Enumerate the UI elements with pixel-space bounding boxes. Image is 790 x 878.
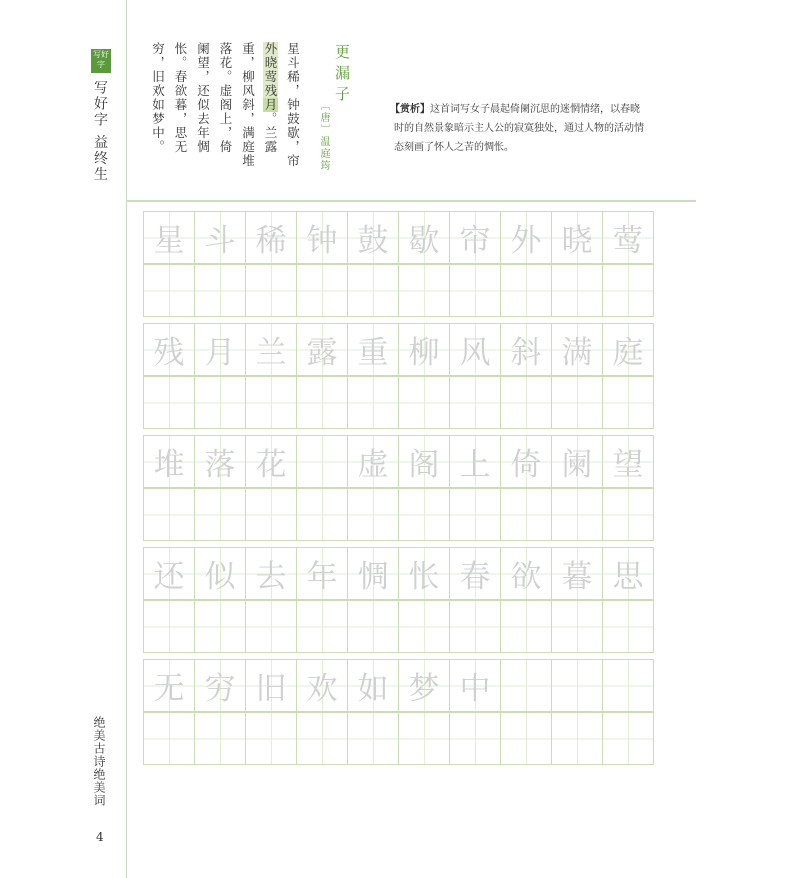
practice-cell: [398, 488, 450, 541]
practice-cell: [347, 712, 399, 765]
practice-cell: [551, 211, 603, 264]
trace-row: [144, 212, 666, 265]
trace-character: 堆: [153, 447, 185, 483]
trace-character: 上: [459, 447, 491, 483]
practice-cell: [143, 659, 195, 712]
practice-cell: [500, 488, 552, 541]
practice-cell: [551, 547, 603, 600]
trace-character: 稀: [255, 223, 287, 259]
practice-cell: [296, 264, 348, 317]
practice-cell: [347, 488, 399, 541]
practice-cell: [194, 659, 246, 712]
practice-cell: [347, 547, 399, 600]
practice-cell: [245, 435, 297, 488]
practice-cell: [551, 600, 603, 653]
practice-cell: [551, 264, 603, 317]
commentary-label: 【赏析】: [390, 104, 430, 115]
practice-cell: [245, 488, 297, 541]
practice-cell: [449, 323, 501, 376]
practice-cell: [602, 435, 654, 488]
practice-cell: [296, 488, 348, 541]
practice-cell: [398, 435, 450, 488]
practice-cell: [449, 488, 501, 541]
practice-cell: [398, 600, 450, 653]
poem-line: 穷，旧欢如梦中。: [150, 42, 166, 154]
practice-cell: [347, 659, 399, 712]
practice-cell: [500, 600, 552, 653]
practice-cell: [347, 600, 399, 653]
trace-character: 星: [153, 223, 185, 259]
blank-row: [144, 601, 666, 654]
trace-character: 阁: [408, 447, 440, 483]
trace-character: 似: [204, 559, 236, 595]
trace-character: 还: [153, 559, 185, 595]
poem-line: 星斗稀，钟鼓歇，帘: [285, 42, 301, 168]
series-logo: 写好字: [91, 49, 111, 73]
practice-cell: [602, 376, 654, 429]
trace-character: 柳: [408, 335, 440, 371]
poem-line: 重，柳风斜，满庭堆: [240, 42, 256, 168]
practice-cell: [143, 488, 195, 541]
trace-character: 钟: [306, 223, 338, 259]
practice-cell: [143, 323, 195, 376]
practice-cell: [143, 600, 195, 653]
practice-cell: [500, 659, 552, 712]
practice-cell: [245, 376, 297, 429]
practice-cell: [602, 600, 654, 653]
practice-cell: [449, 547, 501, 600]
practice-cell: [602, 712, 654, 765]
practice-cell: [398, 211, 450, 264]
trace-character: 月: [204, 335, 236, 371]
trace-character: 怅: [408, 559, 440, 595]
blank-row: [144, 377, 666, 430]
practice-cell: [194, 547, 246, 600]
trace-character: 重: [357, 335, 389, 371]
practice-cell: [245, 323, 297, 376]
trace-character: 年: [306, 559, 338, 595]
trace-character: 花: [255, 447, 287, 483]
trace-character: 帘: [459, 223, 491, 259]
poem-author: 〔唐〕温庭筠: [318, 100, 329, 172]
practice-cell: [398, 659, 450, 712]
practice-cell: [245, 712, 297, 765]
practice-cell: [143, 547, 195, 600]
practice-cell: [194, 211, 246, 264]
practice-cell: [500, 211, 552, 264]
blank-row: [144, 489, 666, 542]
trace-character: 梦: [408, 671, 440, 707]
practice-cell: [398, 323, 450, 376]
practice-cell: [194, 712, 246, 765]
practice-cell: [296, 376, 348, 429]
practice-cell: [551, 323, 603, 376]
practice-cell: [194, 264, 246, 317]
practice-cell: [347, 435, 399, 488]
practice-cell: [449, 435, 501, 488]
practice-cell: [551, 488, 603, 541]
practice-cell: [500, 376, 552, 429]
trace-character: 思: [612, 559, 644, 595]
practice-cell: [245, 600, 297, 653]
poem-line: 阑望，还似去年惆: [195, 42, 211, 154]
practice-cell: [296, 600, 348, 653]
trace-character: 欢: [306, 671, 338, 707]
poem-line: 怅。春欲暮，思无: [173, 42, 188, 154]
practice-cell: [551, 659, 603, 712]
trace-character: 鼓: [357, 223, 389, 259]
commentary-text: 这首词写女子晨起倚阑沉思的迷惘情绪，以春晓时的自然景象暗示主人公的寂寞独处，通过人物的活动情态刻画了怀人之苦的惆怅。: [394, 104, 644, 153]
poem-title: 更漏子: [333, 44, 351, 107]
trace-character: 风: [459, 335, 491, 371]
practice-cell: [602, 323, 654, 376]
practice-cell: [551, 376, 603, 429]
margin-divider: [126, 0, 127, 878]
practice-cell: [398, 376, 450, 429]
trace-character: 落: [204, 447, 236, 483]
trace-character: 外: [510, 223, 542, 259]
practice-cell: [347, 376, 399, 429]
trace-character: 兰: [255, 335, 287, 371]
practice-cell: [347, 264, 399, 317]
practice-cell: [194, 376, 246, 429]
practice-cell: [500, 712, 552, 765]
trace-character: 如: [357, 671, 389, 707]
trace-character: 斗: [204, 223, 236, 259]
practice-cell: [245, 211, 297, 264]
practice-cell: [296, 712, 348, 765]
trace-row: [144, 324, 666, 377]
trace-character: 无: [153, 671, 185, 707]
trace-character: 露: [306, 335, 338, 371]
practice-cell: [194, 600, 246, 653]
practice-cell: [449, 659, 501, 712]
practice-cell: [398, 264, 450, 317]
practice-cell: [296, 211, 348, 264]
trace-character: 虚: [357, 447, 389, 483]
series-title: 写好字 益终生: [92, 80, 108, 183]
practice-cell: [398, 712, 450, 765]
commentary: [390, 100, 644, 157]
trace-character: 满: [561, 335, 593, 371]
trace-character: 庭: [612, 335, 644, 371]
trace-character: 残: [153, 335, 185, 371]
row-gap: [144, 766, 666, 772]
trace-character: 去: [255, 559, 287, 595]
practice-cell: [449, 376, 501, 429]
practice-cell: [602, 547, 654, 600]
practice-cell: [449, 712, 501, 765]
trace-character: 穷: [204, 671, 236, 707]
poem-text: [146, 42, 304, 202]
poem-line-highlighted: 外晓莺残月。兰露: [263, 42, 278, 154]
practice-cell: [143, 264, 195, 317]
practice-cell: [296, 435, 348, 488]
practice-cell: [245, 659, 297, 712]
practice-cell: [143, 211, 195, 264]
practice-cell: [347, 211, 399, 264]
practice-cell: [449, 600, 501, 653]
practice-cell: [602, 659, 654, 712]
practice-cell: [194, 435, 246, 488]
practice-grid: [144, 212, 666, 772]
trace-character: 欲: [510, 559, 542, 595]
poem-line: 落花。虚阁上，倚: [218, 42, 233, 154]
practice-cell: [194, 488, 246, 541]
trace-character: 斜: [510, 335, 542, 371]
practice-cell: [500, 547, 552, 600]
trace-character: 惆: [357, 559, 389, 595]
trace-character: 旧: [255, 671, 287, 707]
practice-cell: [551, 435, 603, 488]
practice-cell: [194, 323, 246, 376]
practice-cell: [602, 211, 654, 264]
practice-cell: [602, 488, 654, 541]
blank-row: [144, 713, 666, 766]
page-number: 4: [96, 830, 104, 844]
trace-character: 春: [459, 559, 491, 595]
practice-cell: [143, 435, 195, 488]
book-title: 绝美古诗绝美词: [92, 716, 106, 807]
practice-cell: [500, 323, 552, 376]
practice-cell: [296, 323, 348, 376]
trace-character: 莺: [612, 223, 644, 259]
trace-character: 阑: [561, 447, 593, 483]
practice-cell: [551, 712, 603, 765]
practice-cell: [143, 376, 195, 429]
practice-cell: [398, 547, 450, 600]
trace-character: 倚: [510, 447, 542, 483]
trace-character: 中: [459, 671, 491, 707]
practice-cell: [296, 659, 348, 712]
practice-cell: [449, 211, 501, 264]
practice-cell: [245, 547, 297, 600]
trace-row: [144, 436, 666, 489]
trace-row: [144, 548, 666, 601]
blank-row: [144, 265, 666, 318]
trace-character: 望: [612, 447, 644, 483]
practice-cell: [449, 264, 501, 317]
practice-cell: [500, 264, 552, 317]
trace-character: 暮: [561, 559, 593, 595]
trace-character: 歇: [408, 223, 440, 259]
practice-cell: [143, 712, 195, 765]
practice-cell: [602, 264, 654, 317]
trace-character: 晓: [561, 223, 593, 259]
practice-cell: [500, 435, 552, 488]
practice-cell: [245, 264, 297, 317]
practice-cell: [347, 323, 399, 376]
practice-cell: [296, 547, 348, 600]
trace-row: [144, 660, 666, 713]
